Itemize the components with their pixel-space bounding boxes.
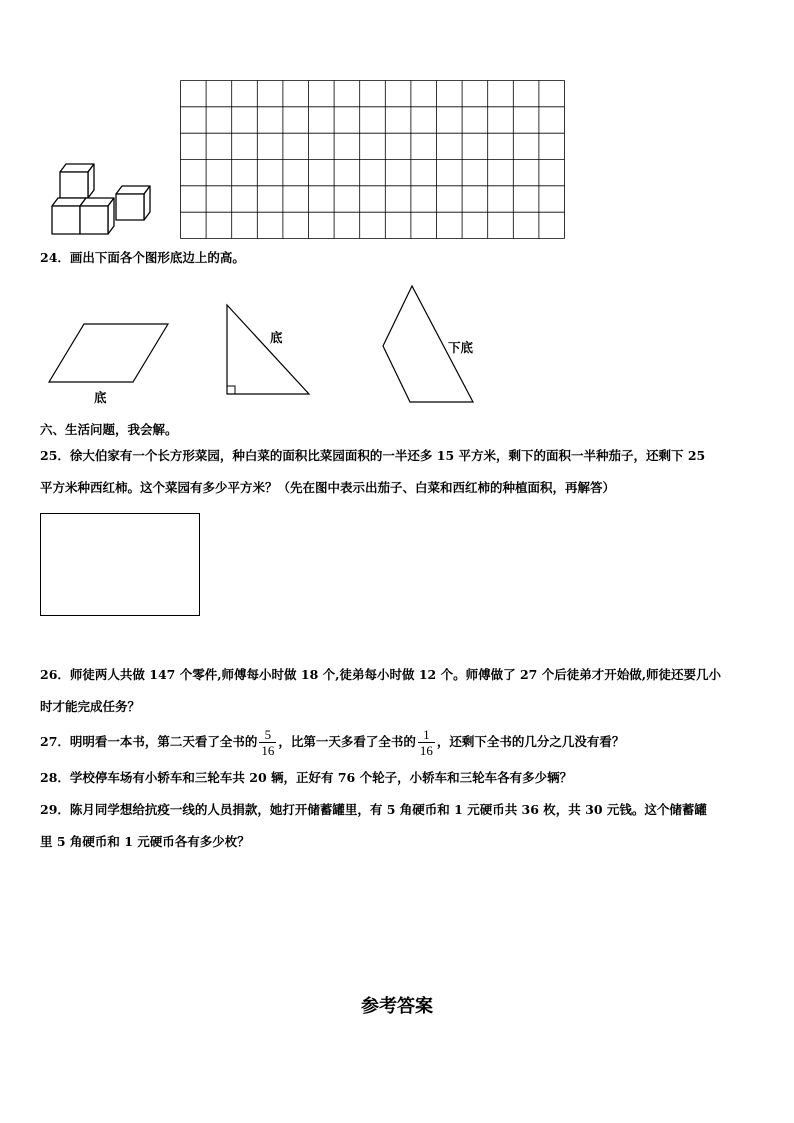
question-27 — [40, 722, 624, 762]
cube-stack-figure — [46, 160, 158, 236]
question-28: 28．学校停车场有小轿车和三轮车共 20 辆，正好有 76 个轮子，小轿车和三轮车各有多少辆？ — [40, 770, 573, 785]
fraction-5-16: $\frac{5}{16}$ — [261, 727, 275, 758]
question-29-line1: 29．陈月同学想给抗疫一线的人员捐款，她打开储蓄罐里，有 5 角硬币和 1 元硬币共 36 枚，共 30 元钱。这个储蓄罐 — [40, 802, 707, 817]
question-24: 24．画出下面各个图形底边上的高。 — [40, 250, 245, 265]
question-25-line1: 25．徐大伯家有一个长方形菜园，种白菜的面积比菜园面积的一半还多 15 平方米，剩下的面积一半种茄子，还剩下 25 — [40, 448, 706, 463]
question-25-line2: 平方米种西红柿。这个菜园有多少平方米？（先在图中表示出茄子、白菜和西红柿的种植面积，再解答） — [40, 480, 616, 495]
question-29-line2: 里 5 角硬币和 1 元硬币各有多少枚？ — [40, 834, 250, 849]
question-26-line1: 26．师徒两人共做 147 个零件,师傅每小时做 18 个,徒弟每小时做 12 个。师傅做了 27 个后徒弟才开始做,师徒还要几小 — [40, 667, 722, 682]
question-26-line2: 时才能完成任务？ — [40, 699, 141, 714]
parallelogram-base-label: 底 — [94, 390, 107, 405]
square-grid — [180, 80, 565, 240]
trapezoid-base-label: 下底 — [448, 340, 474, 355]
right-triangle-figure — [220, 302, 314, 398]
section-6-title: 六、生活问题，我会解。 — [40, 422, 178, 437]
question-27-part3: ，还剩下全书的几分之几没有看？ — [436, 734, 625, 749]
parallelogram-figure — [46, 320, 171, 386]
question-27-part1: 27．明明看一本书，第二天看了全书的 — [40, 734, 258, 749]
fraction-1-16: $\frac{1}{16}$ — [419, 727, 433, 758]
answer-section-title: 参考答案 — [361, 996, 433, 1017]
triangle-base-label: 底 — [270, 330, 283, 345]
garden-rectangle — [40, 513, 200, 616]
question-27-part2: ，比第一天多看了全书的 — [278, 734, 416, 749]
